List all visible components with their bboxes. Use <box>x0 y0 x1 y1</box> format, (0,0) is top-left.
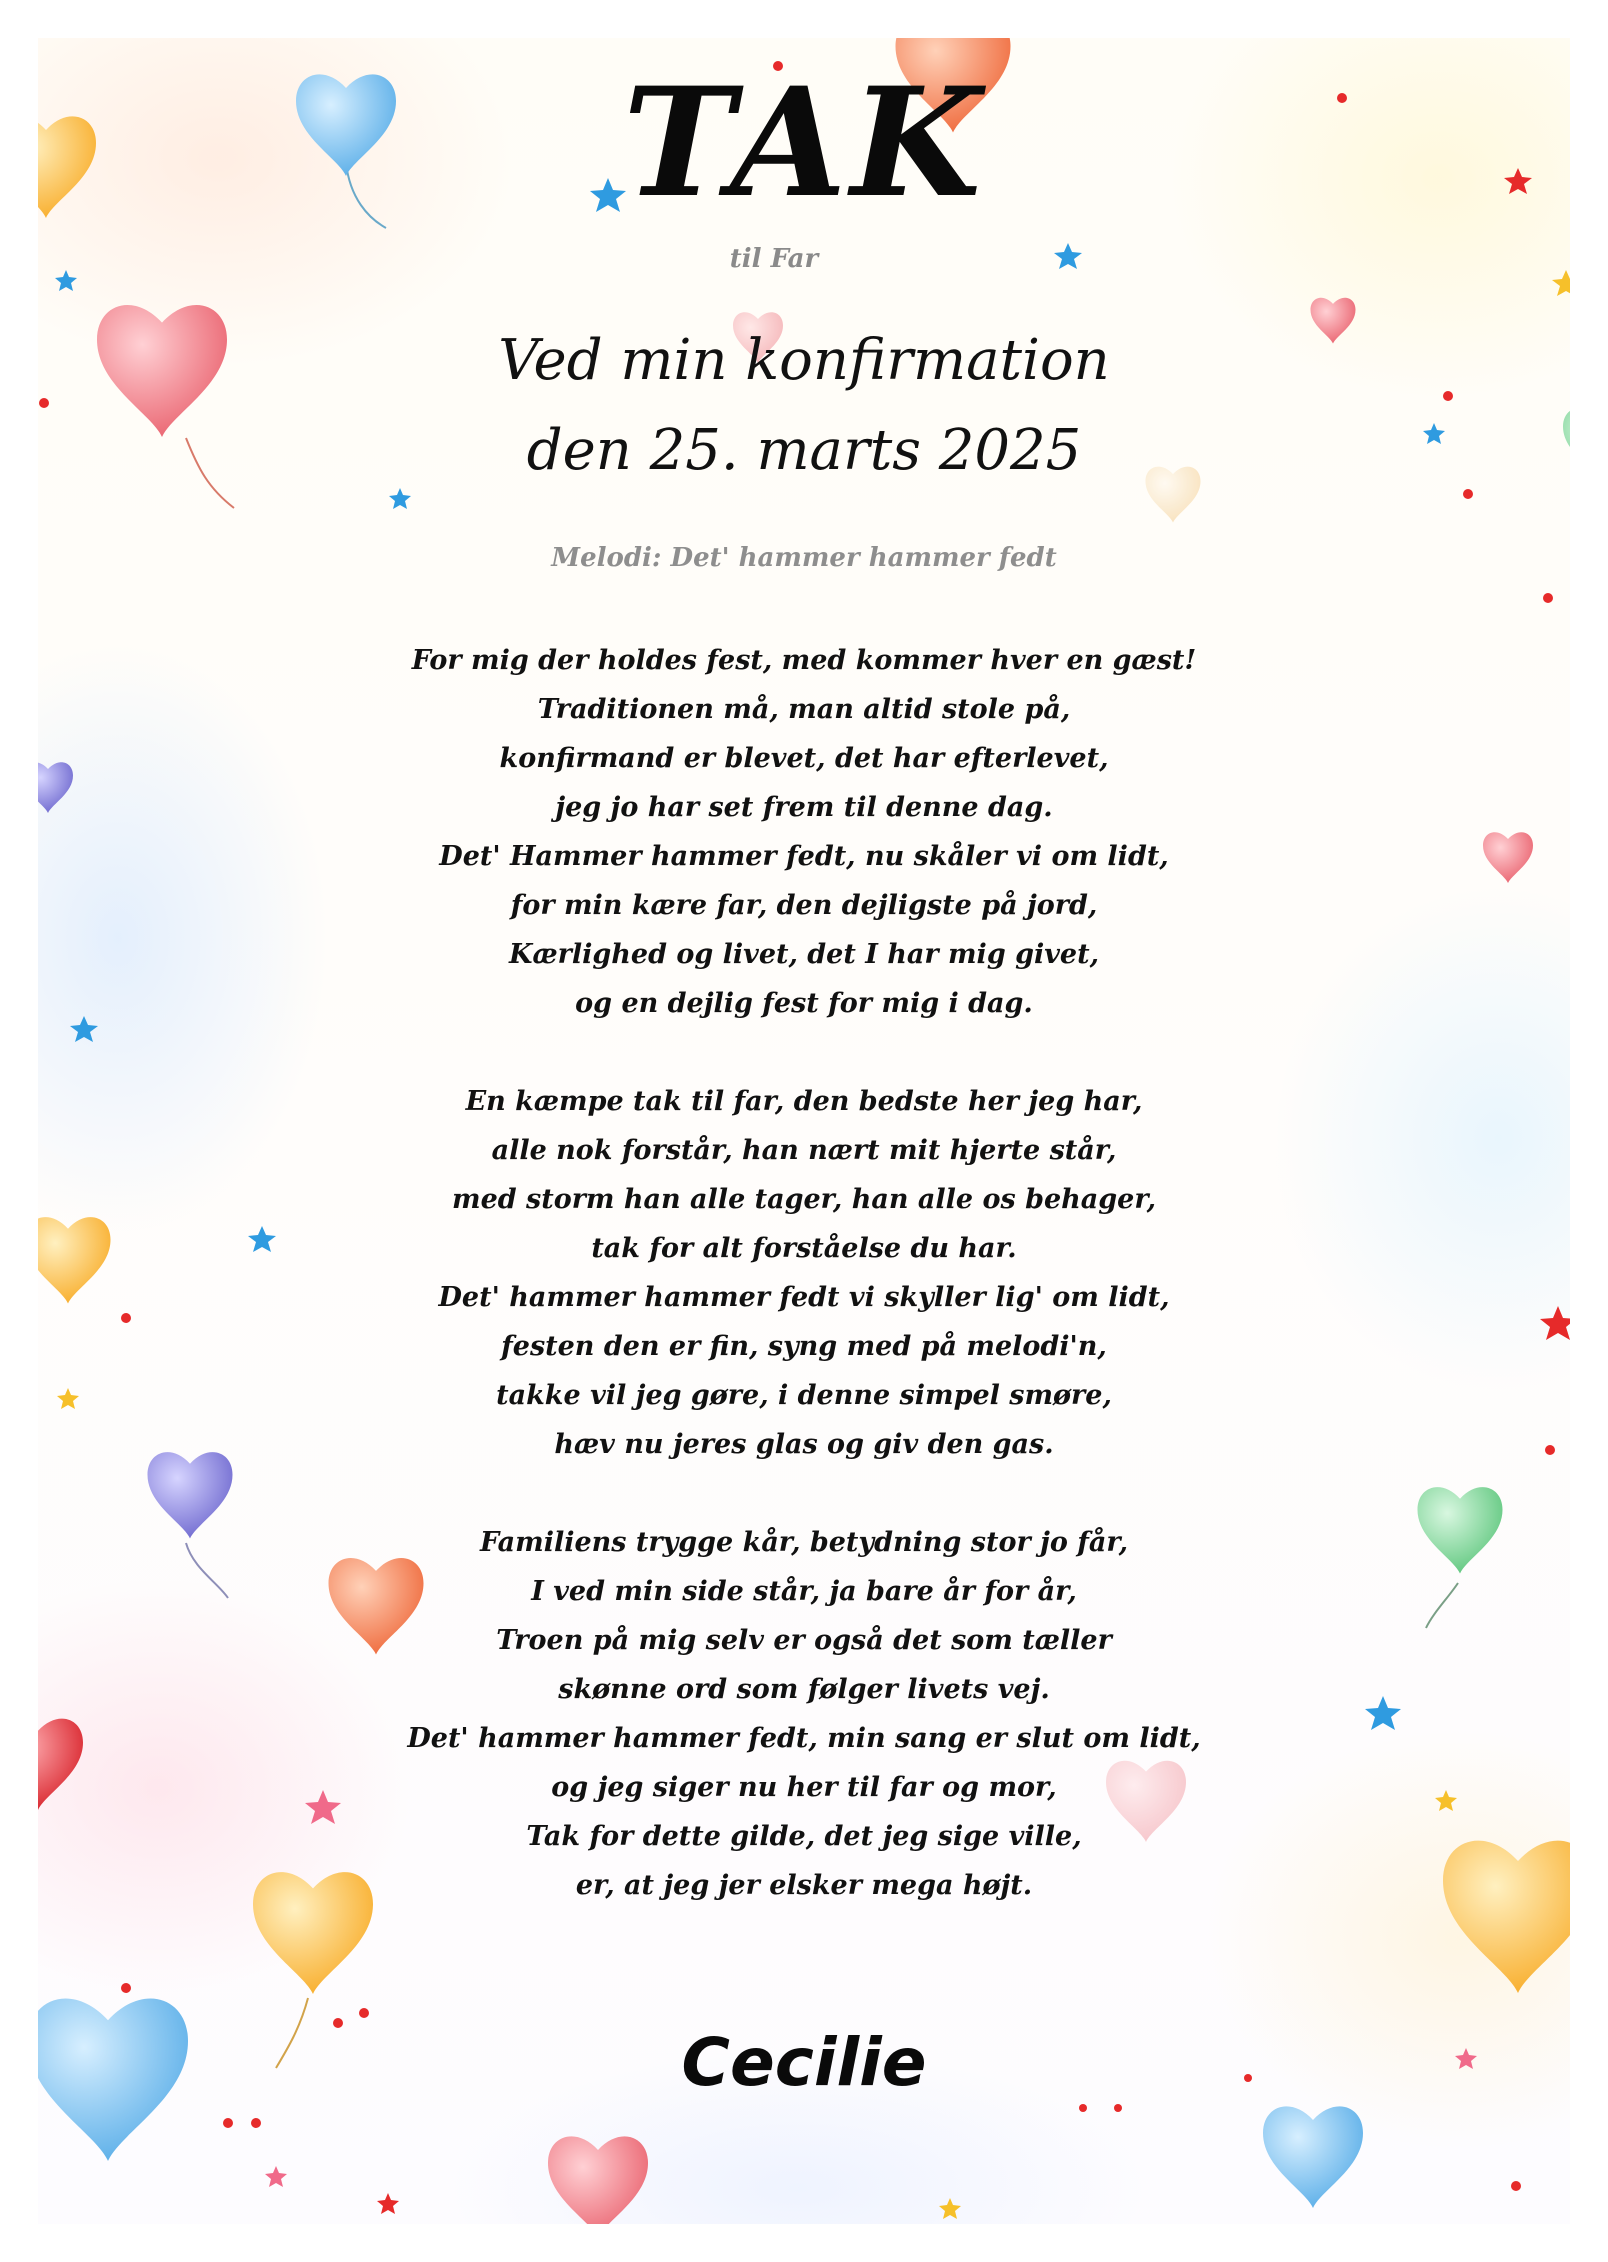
page-title: TAK <box>622 55 986 231</box>
lyric-line: Det' hammer hammer fedt, min sang er slut om lidt, <box>407 1723 1201 1754</box>
recipient-subtitle: til Far <box>729 244 819 274</box>
lyric-line: Traditionen må, man altid stole på, <box>537 694 1071 725</box>
lyric-line: Det' Hammer hammer fedt, nu skåler vi om lidt, <box>439 841 1169 872</box>
stanza-1 <box>38 636 1570 1028</box>
lyric-line: Familiens trygge kår, betydning stor jo får, <box>479 1527 1129 1558</box>
signature-name: Cecilie <box>681 2024 927 2101</box>
lyric-line: alle nok forstår, han nært mit hjerte står, <box>491 1135 1117 1166</box>
lyric-line: festen den er fin, syng med på melodi'n, <box>501 1331 1107 1362</box>
occasion-heading <box>38 316 1570 496</box>
lyric-line: Kærlighed og livet, det I har mig givet, <box>509 939 1099 970</box>
lyric-line: En kæmpe tak til far, den bedste her jeg har, <box>465 1086 1143 1117</box>
lyric-line: er, at jeg jer elsker mega højt. <box>575 1870 1033 1901</box>
lyric-line: Det' hammer hammer fedt vi skyller lig' om lidt, <box>438 1282 1170 1313</box>
lyric-line: skønne ord som følger livets vej. <box>558 1674 1050 1705</box>
stanza-3 <box>38 1518 1570 1910</box>
lyric-line: med storm han alle tager, han alle os behager, <box>452 1184 1156 1215</box>
melody-note: Melodi: Det' hammer hammer fedt <box>551 543 1057 573</box>
lyric-line: og jeg siger nu her til far og mor, <box>551 1772 1057 1803</box>
lyric-line: I ved min side står, ja bare år for år, <box>531 1576 1077 1607</box>
occasion-line-2: den 25. marts 2025 <box>526 418 1082 483</box>
lyric-line: for min kære far, den dejligste på jord, <box>510 890 1098 921</box>
lyric-line: Tak for dette gilde, det jeg sige ville, <box>526 1821 1082 1852</box>
lyric-line: For mig der holdes fest, med kommer hver en gæst! <box>411 645 1197 676</box>
stanza-2 <box>38 1077 1570 1469</box>
lyric-line: Troen på mig selv er også det som tæller <box>496 1625 1112 1656</box>
lyric-line: tak for alt forståelse du har. <box>591 1233 1017 1264</box>
song-lyrics <box>38 636 1570 1959</box>
lyric-line: takke vil jeg gøre, i denne simpel smøre, <box>496 1380 1112 1411</box>
card-content <box>38 38 1570 2224</box>
lyric-line: konfirmand er blevet, det har efterlevet, <box>499 743 1109 774</box>
lyric-line: hæv nu jeres glas og giv den gas. <box>554 1429 1054 1460</box>
lyric-line: jeg jo har set frem til denne dag. <box>555 792 1053 823</box>
occasion-line-1: Ved min konfirmation <box>498 328 1110 393</box>
card-page <box>38 38 1570 2224</box>
lyric-line: og en dejlig fest for mig i dag. <box>575 988 1033 1019</box>
